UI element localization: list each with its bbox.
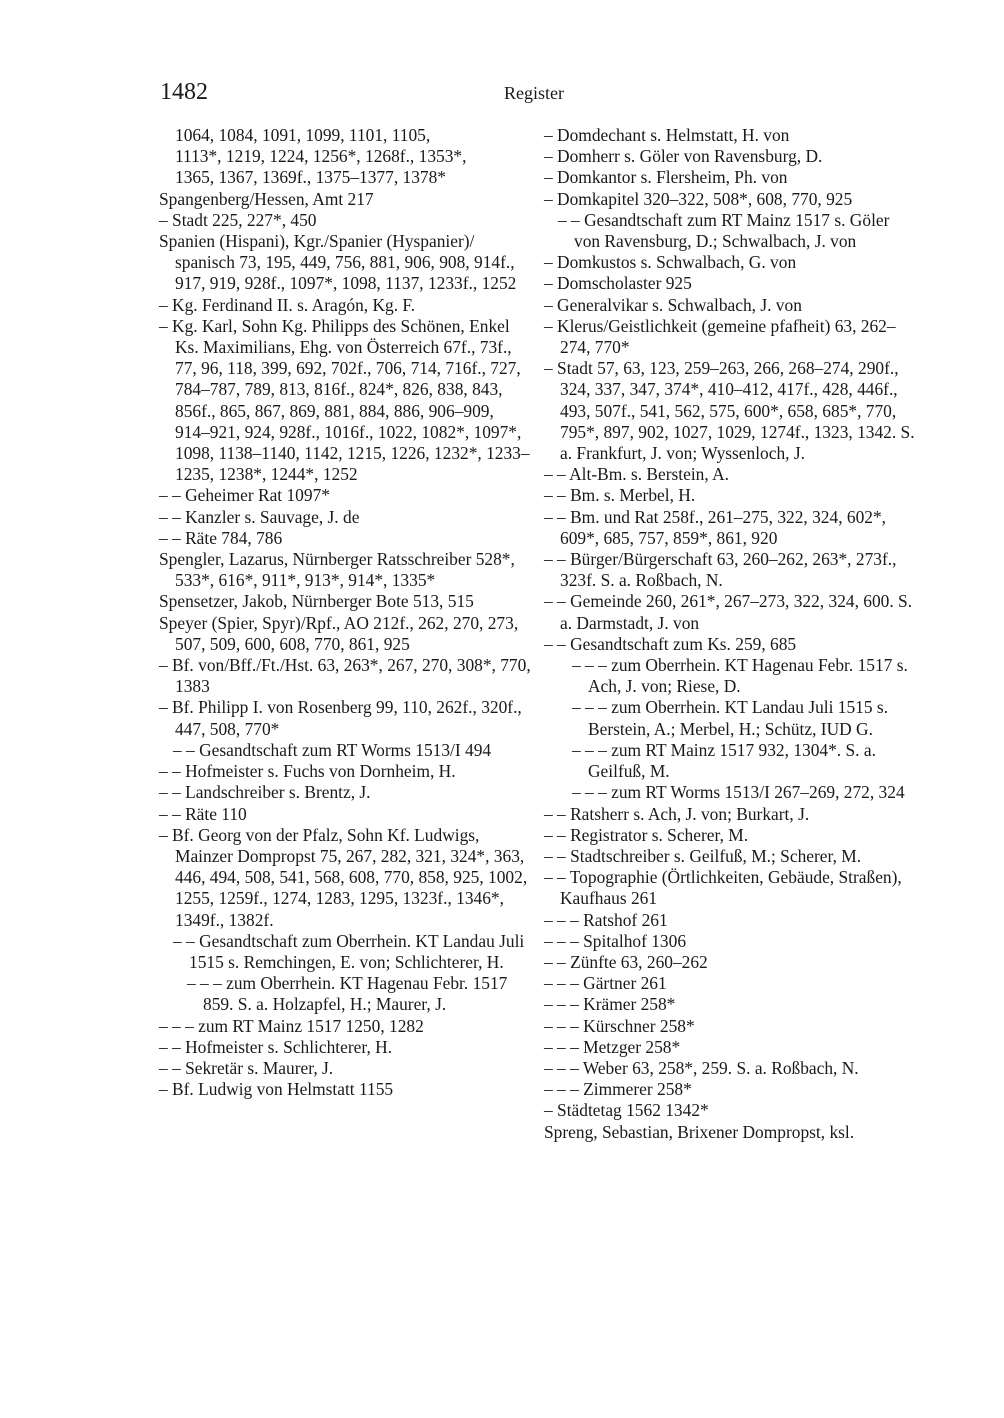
index-entry: – – – zum Oberrhein. KT Hagenau Febr. 1517 859. S. a. Holzapfel, H.; Maurer, J. <box>187 973 508 1015</box>
index-entry: – Domdechant s. Helmstatt, H. von <box>544 125 790 145</box>
index-entry: – – – Zimmerer 258* <box>544 1079 692 1100</box>
index-entry: – – Stadtschreiber s. Geilfuß, M.; Scherer, M. <box>544 845 862 866</box>
index-entry: – Domherr s. Göler von Ravensburg, D. <box>544 146 823 167</box>
index-entry: – – Topographie (Örtlichkeiten, Gebäude, Straßen), Kaufhaus 261 <box>544 867 902 909</box>
index-entry: – – – zum RT Mainz 1517 1250, 1282 <box>159 1015 424 1036</box>
index-entry: – – Hofmeister s. Fuchs von Dornheim, H. <box>159 761 456 782</box>
index-entry: – – Gesandtschaft zum RT Mainz 1517 s. Göler von Ravensburg, D.; Schwalbach, J. von <box>558 209 890 252</box>
index-entry: – – – Krämer 258* <box>544 994 676 1015</box>
index-entry: – – Räte 110 <box>159 803 247 824</box>
index-entry: – – – zum Oberrhein. KT Landau Juli 1515 s. Berstein, A.; Merbel, H.; Schütz, IUD G. <box>572 697 889 739</box>
index-entry: – – Gesandtschaft zum Oberrhein. KT Landau Juli 1515 s. Remchingen, E. von; Schlichterer, H. <box>173 930 525 972</box>
index-entry: – – Bm. s. Merbel, H. <box>544 485 696 506</box>
index-entry: – – Gesandtschaft zum Ks. 259, 685 <box>544 633 797 654</box>
index-entry: – – – zum Oberrhein. KT Hagenau Febr. 1517 s. Ach, J. von; Riese, D. <box>572 655 908 697</box>
index-entry: – – Bürger/Bürgerschaft 63, 260–262, 263*, 273f., 323f. S. a. Roßbach, N. <box>544 549 897 591</box>
index-entry: – – Landschreiber s. Brentz, J. <box>159 782 371 803</box>
index-entry: – – Hofmeister s. Schlichterer, H. <box>159 1036 393 1057</box>
index-entry: – – – Metzger 258* <box>544 1036 681 1057</box>
index-entry: – – Bm. und Rat 258f., 261–275, 322, 324, 602*, 609*, 685, 757, 859*, 861, 920 <box>544 506 887 548</box>
index-entry: Spanien (Hispani), Kgr./Spanier (Hyspanier)/ spanisch 73, 195, 449, 756, 881, 906, 908, 914f., 917, 919, 928f., 1097*, 1098, 1137, 1233f., 1252 <box>159 231 517 294</box>
index-entry: – Stadt 57, 63, 123, 259–263, 266, 268–274, 290f., 324, 337, 347, 374*, 410–412, 417f., 428, 446f., 493, 507f., 541, 562, 575, 600*, 658, 685*, 770, 795*, 897, 902, 1027, 1029, 1274f., 1323, 1342. S. a. Frankfurt, J. von; Wyssenloch, J. <box>544 358 915 464</box>
index-entry: – – – Spitalhof 1306 <box>544 930 687 951</box>
index-entry: – Städtetag 1562 1342* <box>544 1100 709 1121</box>
index-entry: – Domkustos s. Schwalbach, G. von <box>544 252 797 273</box>
index-entry: – – Ratsherr s. Ach, J. von; Burkart, J. <box>544 803 810 824</box>
index-entry: 1064, 1084, 1091, 1099, 1101, 1105, <box>175 125 431 145</box>
right-column <box>544 125 916 1143</box>
index-entry: – – Registrator s. Scherer, M. <box>544 824 749 845</box>
index-entry: – – – Gärtner 261 <box>544 973 667 994</box>
index-entry: – – – zum RT Worms 1513/I 267–269, 272, 324 <box>572 782 905 803</box>
index-entry: Spensetzer, Jakob, Nürnberger Bote 513, 515 <box>159 591 474 612</box>
index-entry: – – Gemeinde 260, 261*, 267–273, 322, 324, 600. S. a. Darmstadt, J. von <box>544 591 913 633</box>
index-entry: – – Sekretär s. Maurer, J. <box>159 1057 334 1078</box>
index-entry: – Bf. Georg von der Pfalz, Sohn Kf. Ludwigs, Mainzer Dompropst 75, 267, 282, 321, 324*, 363, 446, 494, 508, 541, 568, 608, 770, 858, 925, 1002, 1255, 1259f., 1274, 1283, 1295, 1323f., 1346*, 1349f., 1382f. <box>159 824 528 930</box>
index-entry: – Generalvikar s. Schwalbach, J. von <box>544 294 802 315</box>
index-entry: – Bf. Philipp I. von Rosenberg 99, 110, 262f., 320f., 447, 508, 770* <box>159 697 522 739</box>
index-entry: – – – zum RT Mainz 1517 932, 1304*. S. a. Geilfuß, M. <box>572 739 876 782</box>
index-entry: – – – Weber 63, 258*, 259. S. a. Roßbach, N. <box>544 1057 859 1078</box>
index-entry: – Bf. Ludwig von Helmstatt 1155 <box>159 1079 394 1100</box>
index-entry: – – – Ratshof 261 <box>544 909 668 930</box>
index-entry: – – – Kürschner 258* <box>544 1015 695 1036</box>
index-entry: – Klerus/Geistlichkeit (gemeine pfafheit) 63, 262–274, 770* <box>544 315 896 358</box>
index-entry: – Domkapitel 320–322, 508*, 608, 770, 925 <box>544 188 853 209</box>
index-entry: – – Zünfte 63, 260–262 <box>544 951 708 972</box>
page-number: 1482 <box>160 79 208 105</box>
index-entry: Spreng, Sebastian, Brixener Dompropst, ksl. <box>544 1121 855 1142</box>
index-entry: – Stadt 225, 227*, 450 <box>159 209 317 230</box>
index-entry: – Kg. Ferdinand II. s. Aragón, Kg. F. <box>159 294 416 315</box>
index-entry: Spangenberg/Hessen, Amt 217 <box>159 188 374 209</box>
index-entry: – Kg. Karl, Sohn Kg. Philipps des Schönen, Enkel Ks. Maximilians, Ehg. von Österreich 67f., 73f., 77, 96, 118, 399, 692, 702f., 706, 714, 716f., 727, 784–787, 789, 813, 816f., 824*, 826, 838, 843, 856f., 865, 867, 869, 881, 884, 886, 906–909, 914–921, 924, 928f., 1016f., 1022, 1082*, 1097*, 1098, 1138–1140, 1142, 1215, 1226, 1232*, 1233–1235, 1238*, 1244*, 1252 <box>159 315 530 485</box>
index-entry: – Domscholaster 925 <box>544 273 692 294</box>
running-head: Register <box>504 83 564 103</box>
index-entry: – Domkantor s. Flersheim, Ph. von <box>544 167 788 188</box>
left-column <box>159 125 531 1100</box>
index-entry: Spengler, Lazarus, Nürnberger Ratsschreiber 528*, 533*, 616*, 911*, 913*, 914*, 1335* <box>159 549 515 591</box>
index-entry: – – Alt-Bm. s. Berstein, A. <box>544 464 730 485</box>
index-entry: – Bf. von/Bff./Ft./Hst. 63, 263*, 267, 270, 308*, 770, 1383 <box>159 655 531 697</box>
index-entry: Speyer (Spier, Spyr)/Rpf., AO 212f., 262, 270, 273, 507, 509, 600, 608, 770, 861, 925 <box>159 612 519 654</box>
index-entry: – – Gesandtschaft zum RT Worms 1513/I 494 <box>173 739 492 760</box>
index-entry: – – Geheimer Rat 1097* <box>159 485 330 506</box>
index-entry: – – Räte 784, 786 <box>159 527 283 548</box>
index-entry: 1113*, 1219, 1224, 1256*, 1268f., 1353*, <box>175 146 467 167</box>
index-entry: – – Kanzler s. Sauvage, J. de <box>159 506 360 527</box>
index-entry: 1365, 1367, 1369f., 1375–1377, 1378* <box>175 167 446 188</box>
